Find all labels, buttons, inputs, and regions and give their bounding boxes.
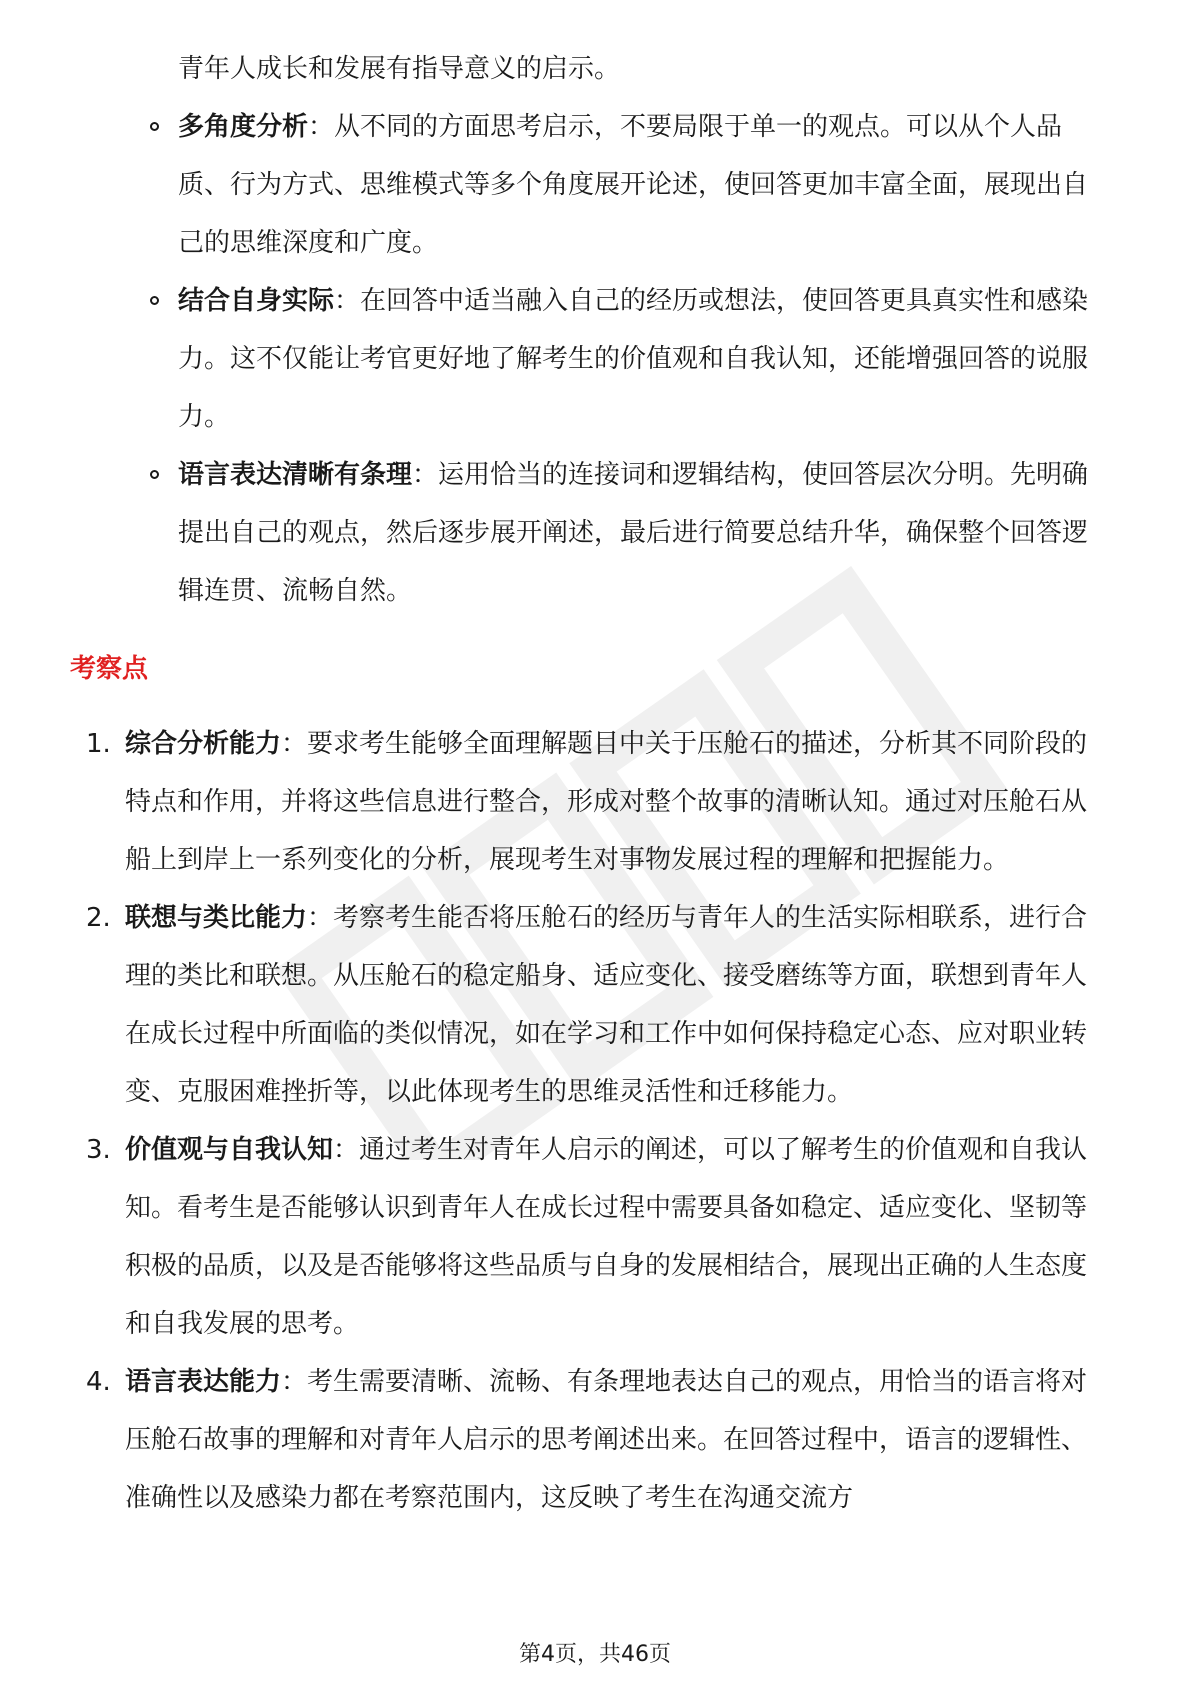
tip-item bbox=[0, 272, 1108, 446]
page-footer: 第4页，共46页 bbox=[519, 1642, 671, 1667]
bullet-icon bbox=[150, 122, 159, 131]
point-number: 2. bbox=[86, 903, 111, 933]
point-text: ：通过考生对青年人启示的阐述，可以了解考生的价值观和自我认知。看考生是否能够认识到青年人在成长过程中需要具备如稳定、适应变化、坚韧等积极的品质，以及是否能够将这些品质与自身的发展相结合，展现出正确的人生态度和自我发展的思考。 bbox=[125, 1135, 1088, 1339]
tip-term: 结合自身实际 bbox=[178, 286, 335, 316]
point-number: 3. bbox=[86, 1135, 111, 1165]
point-number: 1. bbox=[86, 729, 111, 759]
point-item bbox=[0, 1121, 1110, 1353]
point-term: 综合分析能力 bbox=[125, 729, 282, 759]
section-heading: 考察点 bbox=[70, 654, 149, 684]
points-list bbox=[0, 715, 1190, 1527]
tip-text: ：从不同的方面思考启示，不要局限于单一的观点。可以从个人品质、行为方式、思维模式等多个角度展开论述，使回答更加丰富全面，展现出自己的思维深度和广度。 bbox=[178, 112, 1089, 258]
point-term: 语言表达能力 bbox=[125, 1367, 282, 1397]
tip-item bbox=[0, 98, 1108, 272]
tip-text: ：运用恰当的连接词和逻辑结构，使回答层次分明。先明确提出自己的观点，然后逐步展开阐述，最后进行简要总结升华，确保整个回答逻辑连贯、流畅自然。 bbox=[178, 460, 1089, 606]
point-text: ：考察考生能否将压舱石的经历与青年人的生活实际相联系，进行合理的类比和联想。从压舱石的稳定船身、适应变化、接受磨练等方面，联想到青年人在成长过程中所面临的类似情况，如在学习和工作中如何保持稳定心态、应对职业转变、克服困难挫折等，以此体现考生的思维灵活性和迁移能力。 bbox=[125, 903, 1088, 1107]
tips-list bbox=[0, 98, 1190, 620]
tip-term: 多角度分析 bbox=[178, 112, 309, 142]
point-item bbox=[0, 715, 1110, 889]
point-term: 联想与类比能力 bbox=[125, 903, 308, 933]
point-text: ：考生需要清晰、流畅、有条理地表达自己的观点，用恰当的语言将对压舱石故事的理解和对青年人启示的思考阐述出来。在回答过程中，语言的逻辑性、准确性以及感染力都在考察范围内，这反映了考生在沟通交流方 bbox=[125, 1367, 1088, 1513]
point-term: 价值观与自我认知 bbox=[125, 1135, 334, 1165]
tip-text: ：在回答中适当融入自己的经历或想法，使回答更具真实性和感染力。这不仅能让考官更好地了解考生的价值观和自我认知，还能增强回答的说服力。 bbox=[178, 286, 1089, 432]
bullet-icon bbox=[150, 470, 159, 479]
point-item bbox=[0, 1353, 1110, 1527]
intro-continuation: 青年人成长和发展有指导意义的启示。 bbox=[178, 54, 621, 84]
tip-term: 语言表达清晰有条理 bbox=[178, 460, 413, 490]
point-text: ：要求考生能够全面理解题目中关于压舱石的描述，分析其不同阶段的特点和作用，并将这些信息进行整合，形成对整个故事的清晰认知。通过对压舱石从船上到岸上一系列变化的分析，展现考生对事物发展过程的理解和把握能力。 bbox=[125, 729, 1088, 875]
bullet-icon bbox=[150, 296, 159, 305]
point-number: 4. bbox=[86, 1367, 111, 1397]
point-item bbox=[0, 889, 1110, 1121]
tip-item bbox=[0, 446, 1108, 620]
